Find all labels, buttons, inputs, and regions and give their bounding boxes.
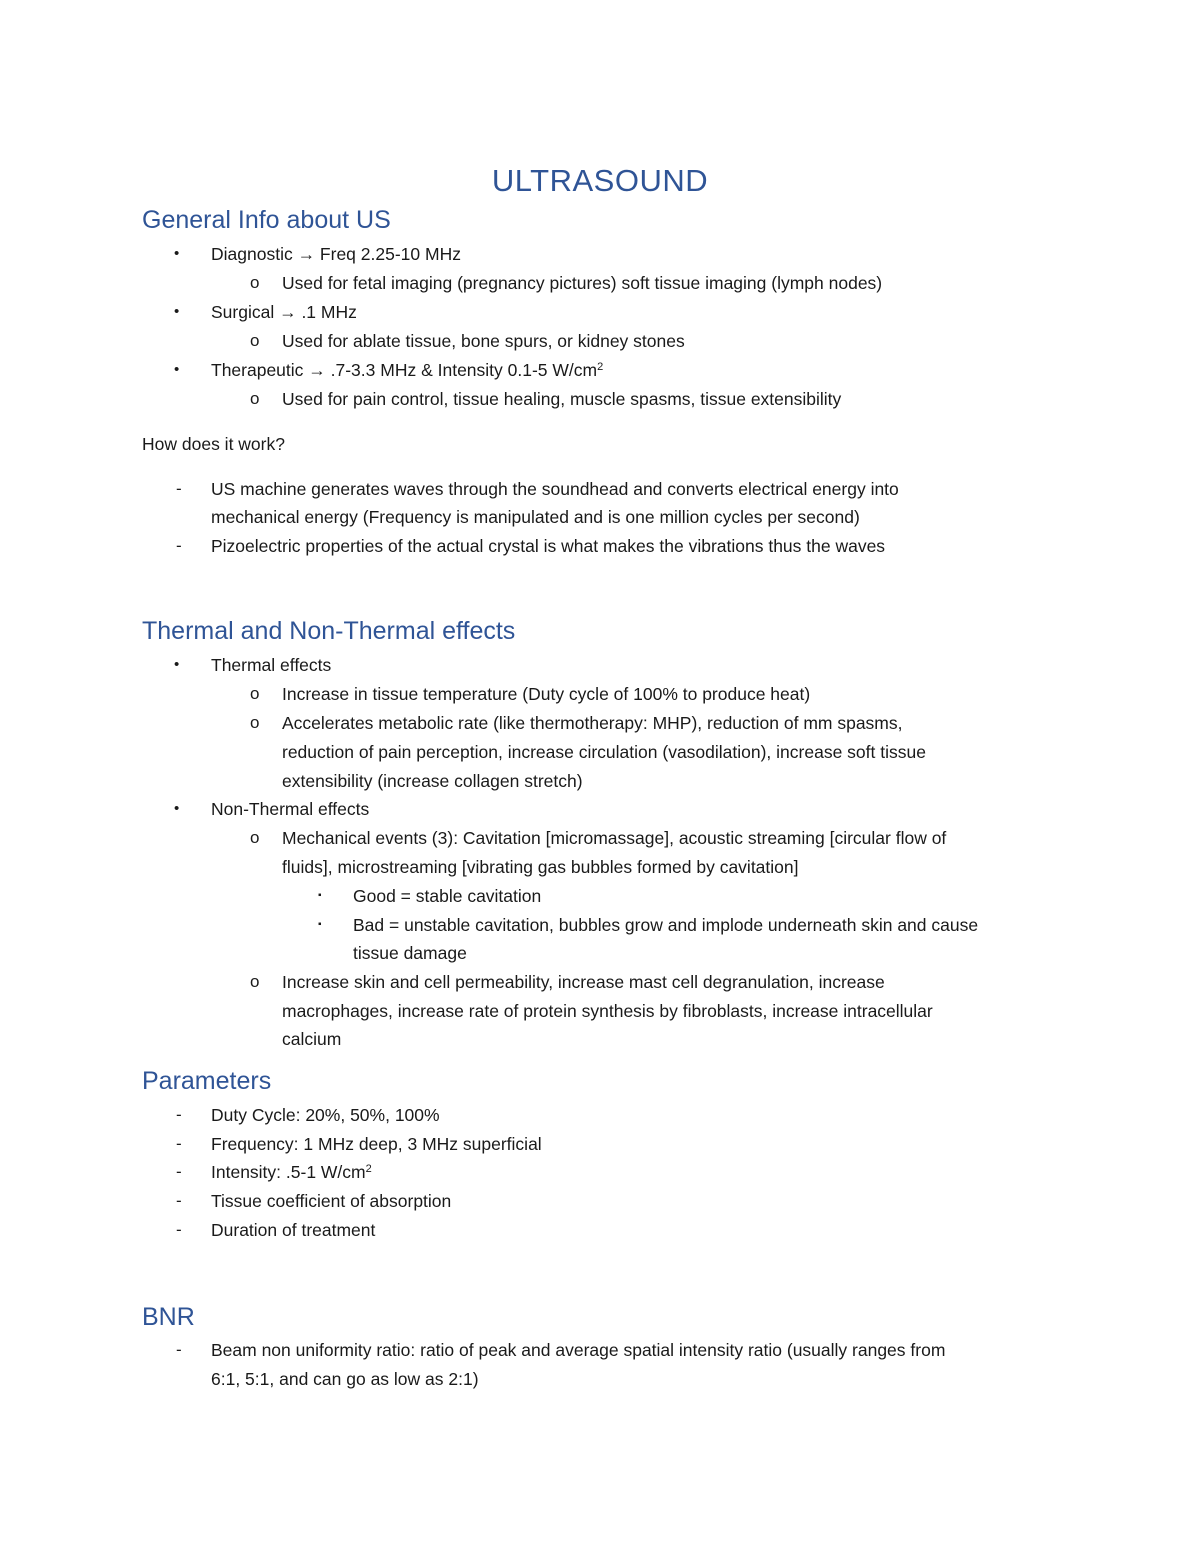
therapeutic-text: Therapeutic → .7-3.3 MHz & Intensity 0.1-5 W/cm	[211, 360, 598, 380]
dash-marker: -	[176, 1220, 182, 1239]
square-marker: ▪	[318, 919, 322, 930]
nonthermal-item-1-line-1: Mechanical events (3): Cavitation [micromassage], acoustic streaming [circular flow of	[282, 828, 947, 848]
square-marker: ▪	[318, 890, 322, 901]
list-item-therapeutic	[211, 359, 603, 381]
how-item-1-line-2: mechanical energy (Frequency is manipulated and is one million cycles per second)	[211, 507, 860, 527]
cavitation-good: Good = stable cavitation	[353, 886, 542, 906]
circle-marker: o	[250, 331, 260, 350]
bnr-item-line-1: Beam non uniformity ratio: ratio of peak and average spatial intensity ratio (usually ranges from	[211, 1340, 946, 1360]
thermal-item-2-line-2: reduction of pain perception, increase circulation (vasodilation), increase soft tissue	[282, 742, 926, 762]
parameter-frequency: Frequency: 1 MHz deep, 3 MHz superficial	[211, 1134, 542, 1154]
section-heading-thermal: Thermal and Non-Thermal effects	[142, 617, 516, 645]
list-item-surgical-use: Used for ablate tissue, bone spurs, or kidney stones	[282, 331, 685, 351]
nonthermal-item-1-line-2: fluids], microstreaming [vibrating gas bubbles formed by cavitation]	[282, 857, 799, 877]
dash-marker: -	[176, 1162, 182, 1181]
bnr-item-line-2: 6:1, 5:1, and can go as low as 2:1)	[211, 1369, 479, 1389]
thermal-item-2-line-1: Accelerates metabolic rate (like thermotherapy: MHP), reduction of mm spasms,	[282, 713, 903, 733]
bullet-marker: •	[174, 800, 180, 817]
parameter-duty-cycle: Duty Cycle: 20%, 50%, 100%	[211, 1105, 440, 1125]
circle-marker: o	[250, 828, 260, 847]
list-item-therapeutic-use: Used for pain control, tissue healing, muscle spasms, tissue extensibility	[282, 389, 842, 409]
circle-marker: o	[250, 713, 260, 732]
bullet-marker: •	[174, 656, 180, 673]
list-item-diagnostic: Diagnostic → Freq 2.25-10 MHz	[211, 244, 461, 264]
parameter-duration: Duration of treatment	[211, 1220, 376, 1240]
circle-marker: o	[250, 684, 260, 703]
thermal-item-2-line-3: extensibility (increase collagen stretch)	[282, 771, 583, 791]
nonthermal-item-2-line-3: calcium	[282, 1029, 342, 1049]
bullet-marker: •	[174, 303, 180, 320]
circle-marker: o	[250, 273, 260, 292]
section-heading-bnr: BNR	[142, 1303, 195, 1331]
list-item-diagnostic-use: Used for fetal imaging (pregnancy pictures) soft tissue imaging (lymph nodes)	[282, 273, 883, 293]
document-title: ULTRASOUND	[491, 163, 709, 198]
dash-marker: -	[176, 1191, 182, 1210]
parameter-intensity	[211, 1161, 372, 1183]
intensity-text: Intensity: .5-1 W/cm	[211, 1162, 366, 1182]
nonthermal-item-2-line-1: Increase skin and cell permeability, increase mast cell degranulation, increase	[282, 972, 885, 992]
dash-marker: -	[176, 536, 182, 555]
section-heading-parameters: Parameters	[142, 1067, 272, 1095]
cavitation-bad-line-1: Bad = unstable cavitation, bubbles grow and implode underneath skin and cause	[353, 915, 979, 935]
dash-marker: -	[176, 1105, 182, 1124]
superscript: 2	[597, 361, 604, 373]
how-item-2: Pizoelectric properties of the actual crystal is what makes the vibrations thus the waves	[211, 536, 886, 556]
nonthermal-item-2-line-2: macrophages, increase rate of protein synthesis by fibroblasts, increase intracellular	[282, 1001, 933, 1021]
circle-marker: o	[250, 972, 260, 991]
list-item-thermal-effects: Thermal effects	[211, 655, 332, 675]
thermal-item-1: Increase in tissue temperature (Duty cycle of 100% to produce heat)	[282, 684, 811, 704]
how-item-1-line-1: US machine generates waves through the soundhead and converts electrical energy into	[211, 479, 899, 499]
parameter-tissue-coefficient: Tissue coefficient of absorption	[211, 1191, 452, 1211]
dash-marker: -	[176, 1134, 182, 1153]
list-item-nonthermal-effects: Non-Thermal effects	[211, 799, 370, 819]
circle-marker: o	[250, 389, 260, 408]
bullet-marker: •	[174, 245, 180, 262]
dash-marker: -	[176, 479, 182, 498]
list-item-surgical: Surgical → .1 MHz	[211, 302, 357, 322]
bullet-marker: •	[174, 361, 180, 378]
how-does-it-work-label: How does it work?	[142, 434, 285, 454]
section-heading-general: General Info about US	[142, 206, 391, 234]
superscript: 2	[365, 1163, 372, 1175]
dash-marker: -	[176, 1340, 182, 1359]
cavitation-bad-line-2: tissue damage	[353, 943, 467, 963]
